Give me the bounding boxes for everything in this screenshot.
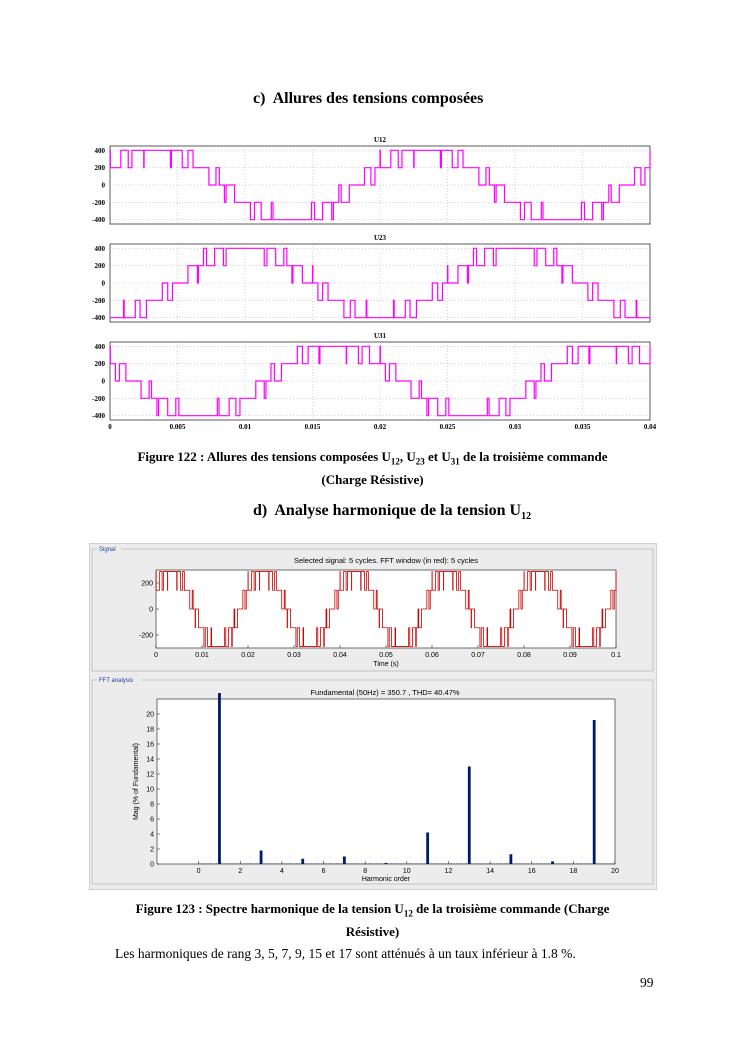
x-tick-label: 0.08: [517, 652, 531, 659]
subplot-u31: [92, 332, 656, 431]
section-d-heading: [253, 502, 531, 522]
body-paragraph: Les harmoniques de rang 3, 5, 7, 9, 15 et 17 sont atténués à un taux inférieur à 1.8 %.: [115, 946, 576, 961]
x-tick-label: 10: [402, 868, 411, 875]
figure-122-caption-line1: [60, 448, 685, 471]
y-tick-label: 200: [94, 164, 105, 173]
y-tick-label: 18: [146, 726, 154, 734]
section-d-sub: 12: [521, 511, 532, 523]
y-tick-label: 14: [146, 756, 154, 764]
x-tick-label: 0.025: [439, 423, 456, 431]
x-tick-label: 0.04: [643, 423, 657, 431]
x-tick-label: 0.09: [563, 652, 577, 659]
harmonic-bar-13: [468, 767, 471, 865]
signal-title: Selected signal: 5 cycles. FFT window (in red): 5 cycles: [293, 556, 479, 565]
x-tick-label: 0: [154, 652, 158, 659]
y-tick-label: 0: [101, 181, 105, 190]
x-tick-label: 0.04: [333, 652, 347, 659]
harmonic-bar-9: [385, 863, 388, 864]
y-tick-label: 6: [150, 816, 154, 824]
y-tick-label: 200: [94, 262, 105, 271]
caption-text: et U: [424, 449, 451, 464]
figure-122-caption: [60, 448, 685, 488]
figure-123-caption: [60, 900, 685, 940]
caption-sub: 31: [450, 456, 460, 467]
fft-xlabel: Harmonic order: [361, 876, 411, 883]
y-tick-label: 0: [101, 279, 105, 288]
fft-title: Fundamental (50Hz) = 350.7 , THD= 40.47%: [310, 688, 460, 697]
caption-sub: 23: [415, 456, 425, 467]
caption-sub: 12: [390, 456, 400, 467]
x-tick-label: 0.02: [241, 652, 255, 659]
figure-122-caption-line2: (Charge Résistive): [321, 471, 424, 487]
fft-plot-area: [157, 699, 615, 864]
x-tick-label: 0.03: [508, 423, 522, 431]
x-tick-label: 20: [611, 868, 619, 875]
y-tick-label: 200: [141, 580, 153, 588]
figure-123-chart: [89, 543, 656, 889]
y-tick-label: -400: [92, 314, 105, 323]
y-tick-label: -400: [92, 216, 105, 225]
y-tick-label: 12: [146, 771, 154, 779]
subplot-title: U12: [373, 136, 387, 144]
y-tick-label: -200: [92, 296, 105, 305]
page-number: 99: [640, 975, 654, 990]
caption-text: de la troisième commande: [459, 449, 608, 464]
signal-panel-label: Signal: [99, 547, 116, 553]
caption-text: Figure 122 : Allures des tensions composées U: [137, 449, 391, 464]
caption-sub: 12: [403, 908, 413, 919]
y-tick-label: 16: [146, 741, 154, 749]
y-tick-label: 400: [94, 342, 105, 351]
y-tick-label: 200: [94, 360, 105, 369]
caption-text: , U: [399, 449, 416, 464]
x-tick-label: 0.005: [169, 423, 186, 431]
section-d-letter: d): [253, 502, 268, 519]
subplot-u23: [92, 234, 650, 322]
x-tick-label: 0: [196, 868, 201, 875]
x-tick-label: 0.01: [238, 423, 252, 431]
section-d-title: Analyse harmonique de la tension U: [274, 502, 522, 519]
y-tick-label: -200: [92, 394, 105, 403]
harmonic-bar-7: [343, 857, 346, 865]
y-tick-label: -200: [138, 632, 153, 640]
y-tick-label: 400: [94, 146, 105, 155]
x-tick-label: 16: [527, 868, 536, 875]
subplot-title: U23: [373, 234, 387, 242]
x-tick-label: 0.05: [379, 652, 393, 659]
x-tick-label: 8: [363, 868, 368, 875]
x-tick-label: 0.07: [471, 652, 485, 659]
x-tick-label: 0.06: [425, 652, 439, 659]
harmonic-bar-15: [510, 854, 513, 864]
y-tick-label: -200: [92, 198, 105, 207]
harmonic-bar-1: [218, 693, 221, 864]
x-tick-label: 12: [444, 868, 453, 875]
x-tick-label: 18: [569, 868, 578, 875]
y-tick-label: 4: [150, 831, 154, 839]
fft-ylabel: Mag (% of Fundamental): [133, 742, 140, 821]
x-tick-label: 0: [108, 423, 112, 431]
figure-123-caption-line2: Résistive): [345, 923, 400, 939]
x-tick-label: 4: [279, 868, 284, 875]
x-tick-label: 14: [486, 868, 494, 875]
x-tick-label: 2: [238, 868, 243, 875]
y-tick-label: 20: [146, 711, 154, 719]
section-c-letter: c): [253, 90, 266, 107]
y-tick-label: -400: [92, 412, 105, 421]
figure-123-caption-line1: [60, 900, 685, 923]
x-tick-label: 0.03: [287, 652, 301, 659]
figure-122-chart: [88, 130, 658, 440]
x-tick-label: 0.1: [611, 652, 621, 659]
y-tick-label: 2: [150, 846, 154, 854]
y-tick-label: 0: [149, 606, 153, 614]
harmonic-bar-17: [551, 861, 554, 864]
caption-text: Figure 123 : Spectre harmonique de la tension U: [135, 901, 404, 916]
y-tick-label: 400: [94, 244, 105, 253]
x-tick-label: 6: [321, 868, 326, 875]
y-tick-label: 10: [146, 786, 154, 794]
harmonic-bar-5: [301, 859, 304, 864]
caption-text: de la troisième commande (Charge: [412, 901, 610, 916]
y-tick-label: 0: [150, 861, 154, 869]
section-c-title: Allures des tensions composées: [272, 90, 484, 107]
harmonic-bar-3: [260, 851, 263, 865]
x-tick-label: 0.01: [195, 652, 209, 659]
x-tick-label: 0.015: [304, 423, 321, 431]
fft-panel-label: FFT analysis: [99, 678, 134, 684]
y-tick-label: 0: [101, 377, 105, 386]
section-c-heading: [253, 90, 483, 108]
subplot-title: U31: [373, 332, 387, 340]
y-tick-label: 8: [150, 801, 154, 809]
harmonic-bar-11: [426, 833, 429, 865]
subplot-u12: [92, 136, 650, 224]
harmonic-bar-19: [593, 720, 596, 864]
signal-xlabel: Time (s): [373, 661, 399, 668]
x-tick-label: 0.02: [373, 423, 387, 431]
x-tick-label: 0.035: [574, 423, 591, 431]
